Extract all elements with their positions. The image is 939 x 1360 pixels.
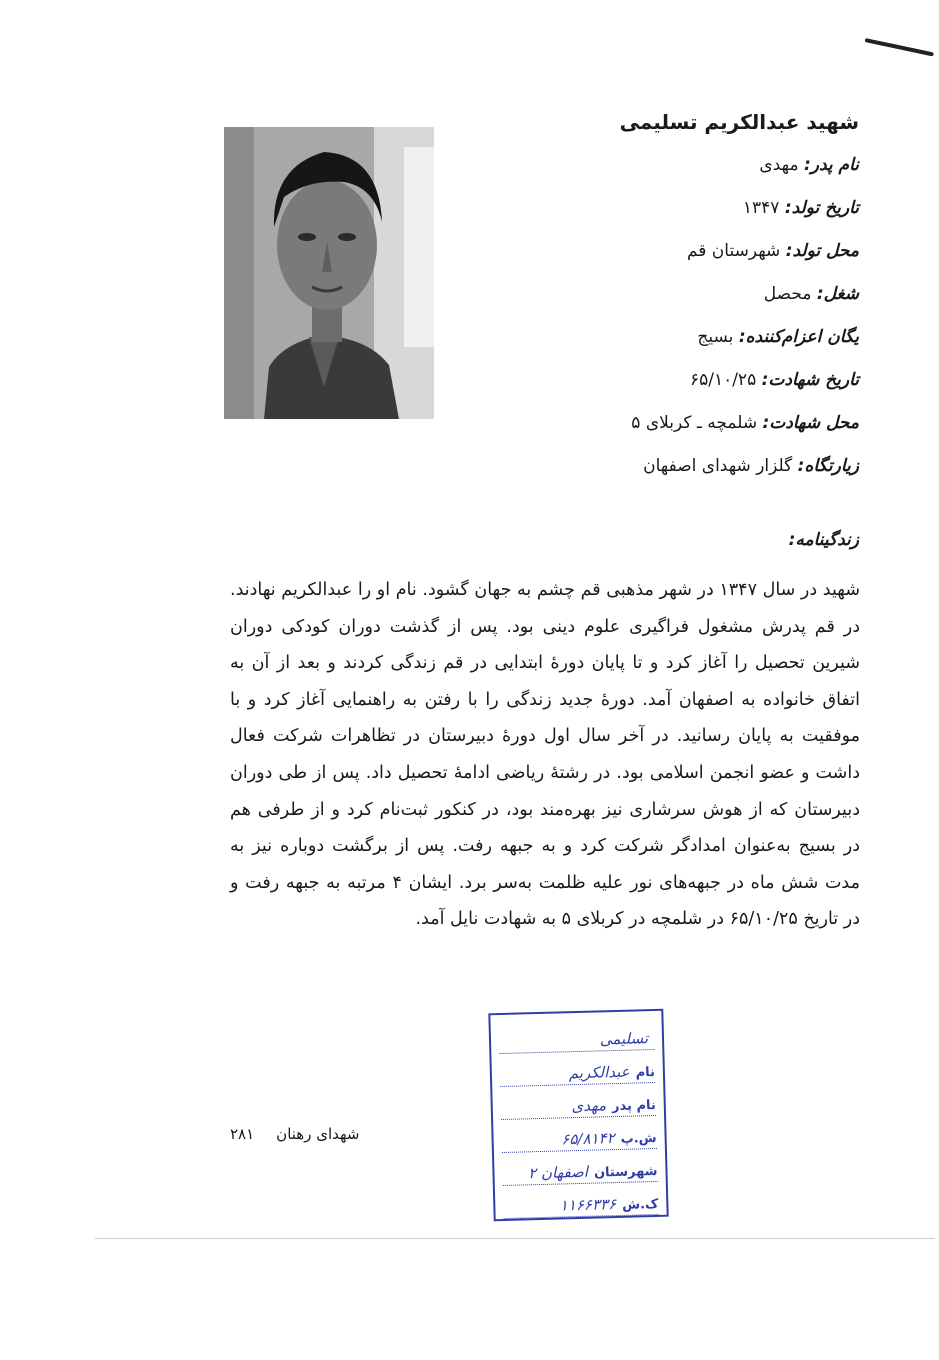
profile-field-label: یگان اعزام‌کننده: [738,327,859,347]
stamp-line-label: ش.پ [620,1130,657,1147]
profile-field-row [439,197,859,220]
profile-field-value: بسیج [697,327,734,347]
profile-field-list [439,154,859,478]
stamp-line-handwritten-value: اصفهان ۲ [527,1162,589,1183]
profile-field-row [439,455,859,478]
archive-stamp [488,1009,668,1222]
page-footer [230,1125,359,1143]
profile-field-row [439,240,859,263]
profile-field-label: تاریخ شهادت: [761,370,859,390]
profile-field-row [439,154,859,177]
stamp-line [500,1083,656,1120]
profile-field-value: ۱۳۴۷ [742,198,780,218]
profile-field-value: گلزار شهدای اصفهان [643,456,793,476]
corner-pen-mark [865,38,934,56]
stamp-line-label: نام پدر [611,1097,656,1115]
bottom-divider [95,1238,935,1239]
biography-heading: زندگینامه: [788,530,859,550]
profile-field-label: نام پدر: [803,155,859,175]
stamp-line-handwritten-value: ۱۱۶۶۳۳۶ [559,1195,617,1215]
profile-field-label: شغل: [816,284,859,304]
stamp-line-label: شهرستان [593,1163,658,1181]
profile-field-value: مهدی [759,155,799,175]
profile-field-label: زیارتگاه: [797,456,859,476]
stamp-line-handwritten-value: ۶۵/۸۱۴۲ [561,1129,615,1149]
stamp-line [501,1116,657,1153]
biography-text: شهید در سال ۱۳۴۷ در شهر مذهبی قم چشم به جهان گشود. نام او را عبدالکریم نهادند. در قم پدرش مشغول فراگیری علوم دینی بود. پس از گذشت دوران کودکی دوران شیرین تحصیل را آغاز کرد و تا پایان دورهٔ ابتدایی در قم زندگی کردند و بعد از آن به اتفاق خانواده به اصفهان آمد. دورهٔ جدید زندگی را با رفتن به راهنمایی آغاز کرد و با موفقیت به پایان رسانید. در آخر سال اول دورهٔ دبیرستان در تظاهرات شرکت فعال داشت و عضو انجمن اسلامی بود. در رشتهٔ ریاضی ادامهٔ تحصیل داد. پس از طی دوران دبیرستان که از هوش سرشاری نیز بهره‌مند بود، در کنکور ثبت‌نام کرد و از طرفی هم در بسیج به‌عنوان امدادگر شرکت کرد و به جبهه رفت. پس از برگشت دوباره نیز به مدت شش ماه در جبهه‌های نور علیه ظلمت به‌سر برد. ایشان ۴ مرتبه به جبهه رفت و در تاریخ ۶۵/۱۰/۲۵ در شلمچه در کربلای ۵ به شهادت نایل آمد. [230,580,860,930]
profile-field-value: شهرستان قم [686,241,781,261]
profile-info-block [439,110,859,498]
profile-field-label: محل شهادت: [762,413,859,433]
profile-field-label: تاریخ تولد: [784,198,859,218]
stamp-line [502,1149,658,1186]
profile-field-row [439,283,859,306]
stamp-line-label: ک.ش [621,1196,659,1213]
stamp-line [499,1017,655,1054]
profile-field-value: ۶۵/۱۰/۲۵ [689,370,757,390]
stamp-line [503,1182,659,1219]
page-number: ۲۸۱ [230,1125,255,1143]
stamp-line-label: نام [635,1064,656,1081]
martyr-portrait-photo [224,127,434,419]
stamp-line-handwritten-value: عبدالکریم [568,1062,630,1083]
profile-field-value: شلمچه ـ کربلای ۵ [631,413,758,433]
profile-field-label: محل تولد: [785,241,859,261]
martyr-name-title: شهید عبدالکریم تسلیمی [619,110,859,134]
stamp-line-handwritten-value: تسلیمی [599,1029,649,1049]
book-title: شهدای رهنان [276,1125,360,1143]
profile-field-value: محصل [763,284,812,304]
profile-field-row [439,369,859,392]
profile-field-row [439,326,859,349]
stamp-line [499,1050,655,1087]
stamp-line-handwritten-value: مهدی [571,1096,607,1116]
profile-field-row [439,412,859,435]
